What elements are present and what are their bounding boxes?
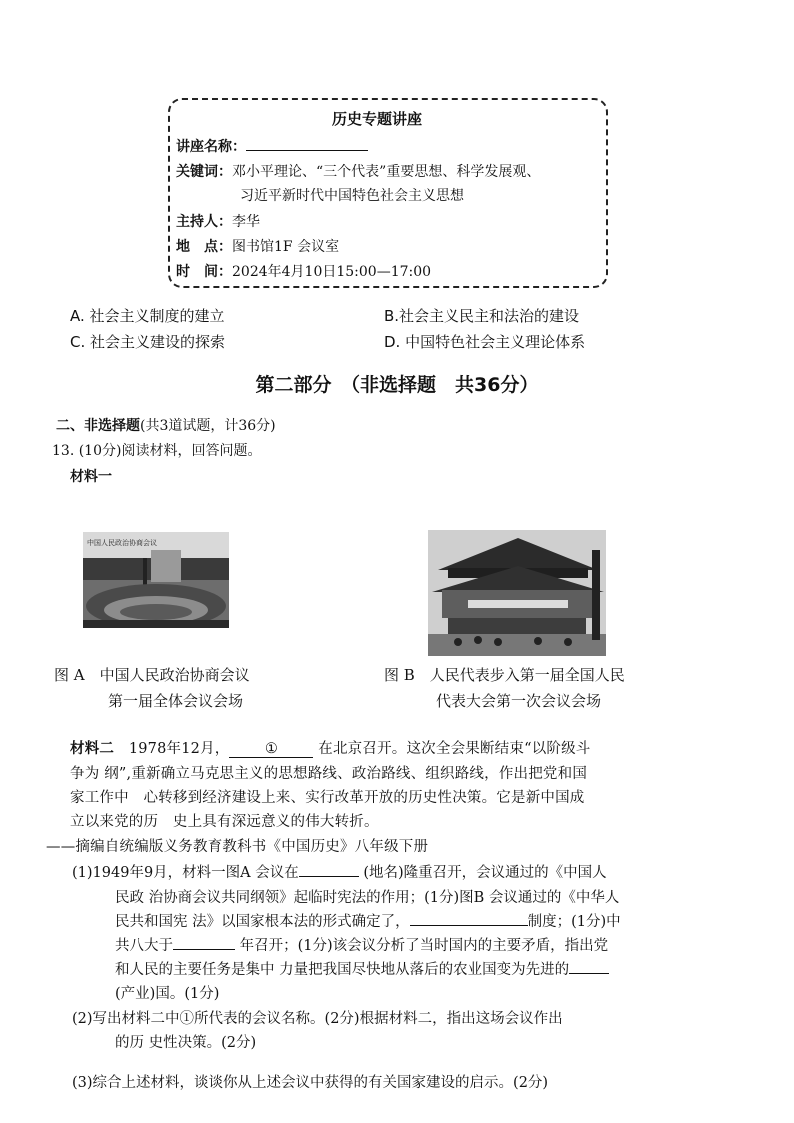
figure-b-photo [428, 530, 606, 656]
lecture-name-label: 讲座名称： [176, 139, 246, 155]
lecture-name-row [176, 136, 368, 156]
q3-line: (3)综合上述材料，谈谈你从上述会议中获得的有关国家建设的启示。(2分) [72, 1075, 549, 1091]
figure-a-photo [83, 532, 229, 628]
figure-a-caption-line2: 第一届全体会议会场 [108, 692, 244, 710]
section-note: (共3道试题，计36分) [140, 418, 276, 434]
figure-b-caption-line2: 代表大会第一次会议会场 [436, 692, 602, 710]
q1-line4-a: 共八大于 [115, 938, 173, 954]
place-value: 图书馆1F 会议室 [232, 239, 340, 255]
question-13-stem: 13. (10分)阅读材料，回答问题。 [52, 443, 262, 459]
q2-line2: 的历 史性决策。(2分) [115, 1035, 257, 1051]
q1-blank-place[interactable] [299, 876, 359, 877]
option-c: C. 社会主义建设的探索 [70, 333, 226, 351]
host-value: 李华 [232, 214, 260, 230]
q1-line1 [72, 861, 607, 882]
figure-b-svg [428, 530, 606, 656]
keywords-line2: 习近平新时代中国特色社会主义思想 [240, 188, 464, 204]
q1-line5 [115, 958, 609, 979]
q1-blank-system[interactable] [410, 925, 528, 926]
section-heading [56, 415, 276, 435]
blank-1-marker: ① [264, 741, 279, 757]
section-label: 二、非选择题 [56, 418, 140, 434]
q1-blank-year[interactable] [173, 949, 235, 950]
lecture-title: 历史专题讲座 [332, 110, 423, 128]
q1-line1-a: (1)1949年9月，材料一图A 会议在 [72, 865, 299, 881]
q1-line3-a: 民共和国宪 法》以国家根本法的形式确定了， [115, 914, 410, 930]
material2-line2: 争为 纲”,重新确立马克思主义的思想路线、政治路线、组织路线，作出把党和国 [70, 766, 588, 782]
q1-line4 [115, 934, 608, 955]
q1-line3-b: 制度；(1分)中 [527, 914, 621, 930]
option-a: A. 社会主义制度的建立 [70, 307, 225, 325]
material2-source: ——摘编自统编版义务教育教科书《中国历史》八年级下册 [46, 839, 429, 855]
material2-line1-a: 1978年12月， [128, 741, 230, 757]
q1-line5-text: 和人民的主要任务是集中 力量把我国尽快地从落后的农业国变为先进的 [115, 962, 570, 978]
material1-label: 材料一 [70, 469, 112, 485]
figure-a-caption-line1: 图 A 中国人民政治协商会议 [54, 666, 250, 684]
q1-blank-industry[interactable] [569, 973, 609, 974]
keywords-row [176, 161, 540, 181]
time-label: 时 间： [176, 264, 232, 280]
part2-title: 第二部分 （非选择题 共36分） [255, 374, 539, 396]
keywords-line1: 邓小平理论、“三个代表”重要思想、科学发展观、 [232, 164, 541, 180]
material2-line1 [70, 737, 591, 758]
time-row [176, 261, 431, 281]
time-value: 2024年4月10日15:00—17:00 [232, 264, 432, 280]
q1-line2: 民政 治协商会议共同纲领》起临时宪法的作用；(1分)图B 会议通过的《中华人 [115, 890, 620, 906]
material2-line4: 立以来党的历 史上具有深远意义的伟大转折。 [70, 814, 379, 830]
figure-a-banner: 中国人民政治协商会议 [87, 539, 157, 547]
option-d: D. 中国特色社会主义理论体系 [384, 333, 586, 351]
host-label: 主持人： [176, 214, 232, 230]
figure-b-caption-line1: 图 B 人民代表步入第一届全国人民 [384, 666, 625, 684]
q1-line4-b: 年召开；(1分)该会议分析了当时国内的主要矛盾，指出党 [239, 938, 609, 954]
material2-label: 材料二 [70, 741, 115, 757]
blank-1 [229, 741, 313, 758]
keywords-label: 关键词： [176, 164, 232, 180]
lecture-name-blank [246, 138, 368, 151]
material2-line1-b: 在北京召开。这次全会果断结束“以阶级斗 [318, 741, 591, 757]
q1-line6: (产业)国。(1分) [115, 986, 220, 1002]
host-row [176, 211, 260, 231]
material2-line3: 家工作中 心转移到经济建设上来、实行改革开放的历史性决策。它是新中国成 [70, 790, 585, 806]
q1-line3 [115, 910, 621, 931]
place-label: 地 点： [176, 239, 232, 255]
q1-line1-b: (地名)隆重召开，会议通过的《中国人 [363, 865, 607, 881]
q2-line1: (2)写出材料二中①所代表的会议名称。(2分)根据材料二，指出这场会议作出 [72, 1011, 563, 1027]
place-row [176, 236, 339, 256]
option-b: B.社会主义民主和法治的建设 [384, 307, 580, 325]
